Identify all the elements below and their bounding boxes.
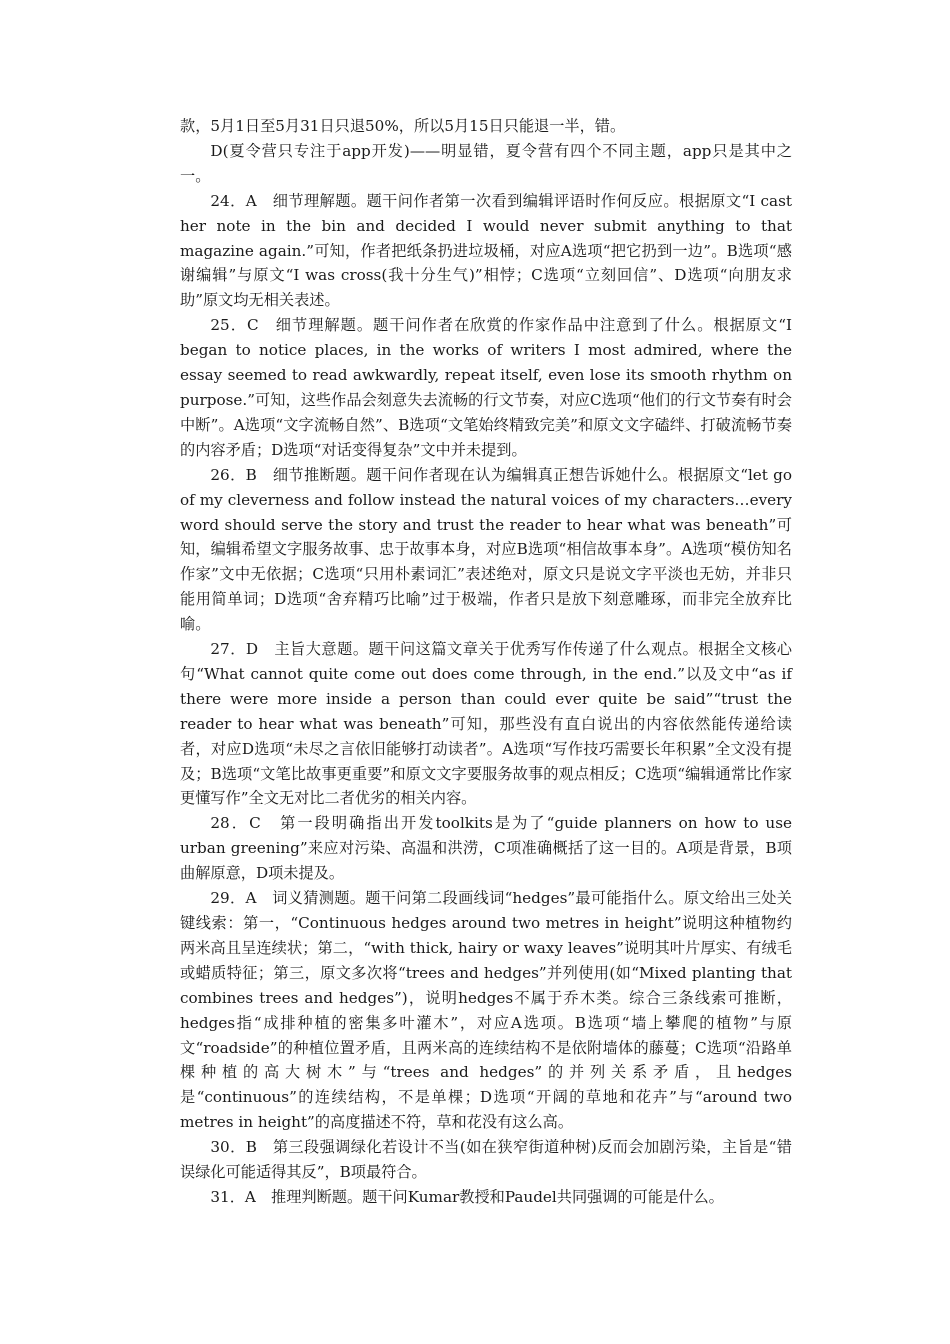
answer-31: 31．A 推理判断题。题干问Kumar教授和Paudel共同强调的可能是什么。 [210,1187,724,1206]
answer-27: 27．D 主旨大意题。题干问这篇文章关于优秀写作传递了什么观点。根据全文核心句“What cannot quite come out does come through, in the end.”以及文中“as if there were more inside a person than could ever quite be said”“trust the reader to hear what was beneath”可知，那些没有直白说出的内容依然能传递给读者，对应D选项“未尽之言依旧能够打动读者”。A选项“写作技巧需要长年积累”全文没有提及；B选项“文笔比故事更重要”和原文文字要服务故事的观点相反；C选项“编辑通常比作家更懂写作”全文无对比二者优劣的相关内容。 [180,640,792,808]
document-page [180,114,792,1210]
answer-29: 29．A 词义猜测题。题干问第二段画线词“hedges”最可能指什么。原文给出三处关键线索：第一，“Continuous hedges around two metres in height”说明这种植物约两米高且呈连续状；第二，“with thick, hairy or waxy leaves”说明其叶片厚实、有绒毛或蜡质特征；第三，原文多次将“trees and hedges”并列使用(如“Mixed planting that combines trees and hedges”)，说明hedges不属于乔木类。综合三条线索可推断，hedges指“成排种植的密集多叶灌木”，对应A选项。B选项“墙上攀爬的植物”与原文“roadside”的种植位置矛盾，且两米高的连续结构不是依附墙体的藤蔓；C选项“沿路单棵种植的高大树木”与“trees and hedges”的并列关系矛盾，且hedges是“continuous”的连续结构，不是单棵；D选项“开阔的草地和花卉”与“around two metres in height”的高度描述不符，草和花没有这么高。 [180,889,792,1132]
answer-25: 25．C 细节理解题。题干问作者在欣赏的作家作品中注意到了什么。根据原文“I began to notice places, in the works of writers I most admired, where the essay seemed to read awkwardly, repeat itself, even lose its smooth rhythm on purpose.”可知，这些作品会刻意失去流畅的行文节奏，对应C选项“他们的行文节奏有时会中断”。A选项“文字流畅自然”、B选项“文笔始终精致完美”和原文文字磕绊、打破流畅节奏的内容矛盾；D选项“对话变得复杂”文中并未提到。 [180,316,792,459]
answer-28: 28．C 第一段明确指出开发toolkits是为了“guide planners on how to use urban greening”来应对污染、高温和洪涝，C项准确概括了这一目的。A项是背景，B项曲解原意，D项未提及。 [180,814,792,883]
answer-30: 30．B 第三段强调绿化若设计不当(如在狭窄街道种树)反而会加剧污染，主旨是“错误绿化可能适得其反”，B项最符合。 [180,1138,792,1182]
paragraph-1: 款，5月1日至5月31日只退50%，所以5月15日只能退一半，错。 [180,117,626,135]
paragraph-2: D(夏令营只专注于app开发)——明显错，夏令营有四个不同主题，app只是其中之一。 [180,141,792,185]
answer-26: 26．B 细节推断题。题干问作者现在认为编辑真正想告诉她什么。根据原文“let go of my cleverness and follow instead the natural voices of my characters…every word should serve the story and trust the reader to hear what was beneath”可知，编辑希望文字服务故事、忠于故事本身，对应B选项“相信故事本身”。A选项“模仿知名作家”文中无依据；C选项“只用朴素词汇”表述绝对，原文只是说文字平淡也无妨，并非只能用简单词；D选项“舍弃精巧比喻”过于极端，作者只是放下刻意雕琢，而非完全放弃比喻。 [180,465,792,634]
answer-24: 24．A 细节理解题。题干问作者第一次看到编辑评语时作何反应。根据原文“I cast her note in the bin and decided I would never submit anything to that magazine again.”可知，作者把纸条扔进垃圾桶，对应A选项“把它扔到一边”。B选项“感谢编辑”与原文“I was cross(我十分生气)”相悖；C选项“立刻回信”、D选项“向朋友求助”原文均无相关表述。 [180,191,792,310]
